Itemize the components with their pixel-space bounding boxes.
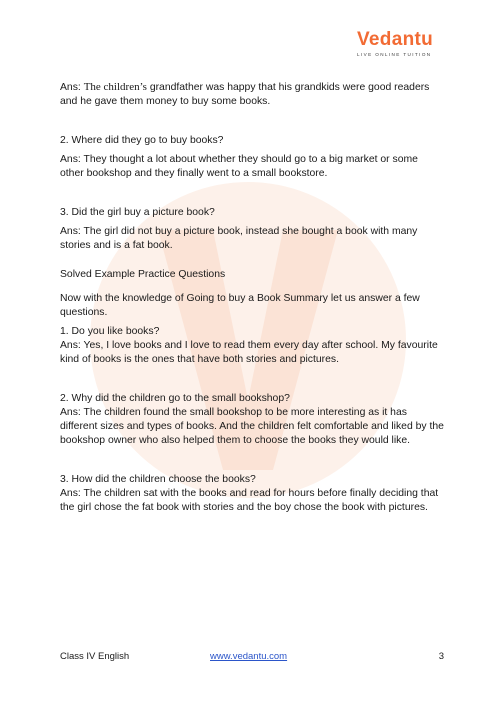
practice-question-2: 2. Why did the children go to the small bookshop? bbox=[60, 393, 290, 404]
practice-answer-1: Ans: Yes, I love books and I love to read them every day after school. My favourite kind of books is the ones that have both stories and pictures. bbox=[60, 340, 438, 365]
question-2: 2. Where did they go to buy books? bbox=[60, 135, 224, 146]
footer-website-link[interactable]: www.vedantu.com bbox=[210, 651, 288, 662]
practice-heading: Solved Example Practice Questions bbox=[60, 269, 226, 280]
logo-tagline: LIVE ONLINE TUITION bbox=[357, 52, 432, 57]
answer-2: Ans: They thought a lot about whether they should go to a big market or some other bookshop and they finally went to a small bookstore. bbox=[60, 154, 418, 179]
page-footer bbox=[60, 650, 444, 664]
answer-1-serif-text: The children’s bbox=[83, 81, 147, 93]
question-3: 3. Did the girl buy a picture book? bbox=[60, 207, 215, 218]
answer-1-label: Ans: bbox=[60, 82, 81, 93]
footer-page-number: 3 bbox=[438, 651, 444, 662]
main-content bbox=[60, 80, 444, 515]
practice-answer-3: Ans: The children sat with the books and read for hours before finally deciding that the girl chose the fat book with stories and the boy chose the book with pictures. bbox=[60, 488, 439, 513]
practice-intro: Now with the knowledge of Going to buy a Book Summary let us answer a few questions. bbox=[60, 293, 420, 318]
practice-answer-2: Ans: The children found the small bookshop to be more interesting as it has different sizes and types of books. And the children felt comfortable and liked by the bookshop owner who also helped them to choose the books they would like. bbox=[60, 407, 444, 446]
practice-question-3: 3. How did the children choose the books? bbox=[60, 474, 256, 485]
answer-1 bbox=[60, 80, 444, 109]
answer-3: Ans: The girl did not buy a picture book, instead she bought a book with many stories and is a fat book. bbox=[60, 226, 418, 251]
footer-class-label: Class IV English bbox=[60, 651, 130, 662]
answer-1-text: grandfather was happy that his grandkids were good readers and he gave them money to buy some books. bbox=[60, 82, 430, 107]
practice-question-1: 1. Do you like books? bbox=[60, 326, 160, 337]
logo-wordmark: Vedantu bbox=[357, 29, 434, 50]
vedantu-logo bbox=[357, 30, 441, 64]
